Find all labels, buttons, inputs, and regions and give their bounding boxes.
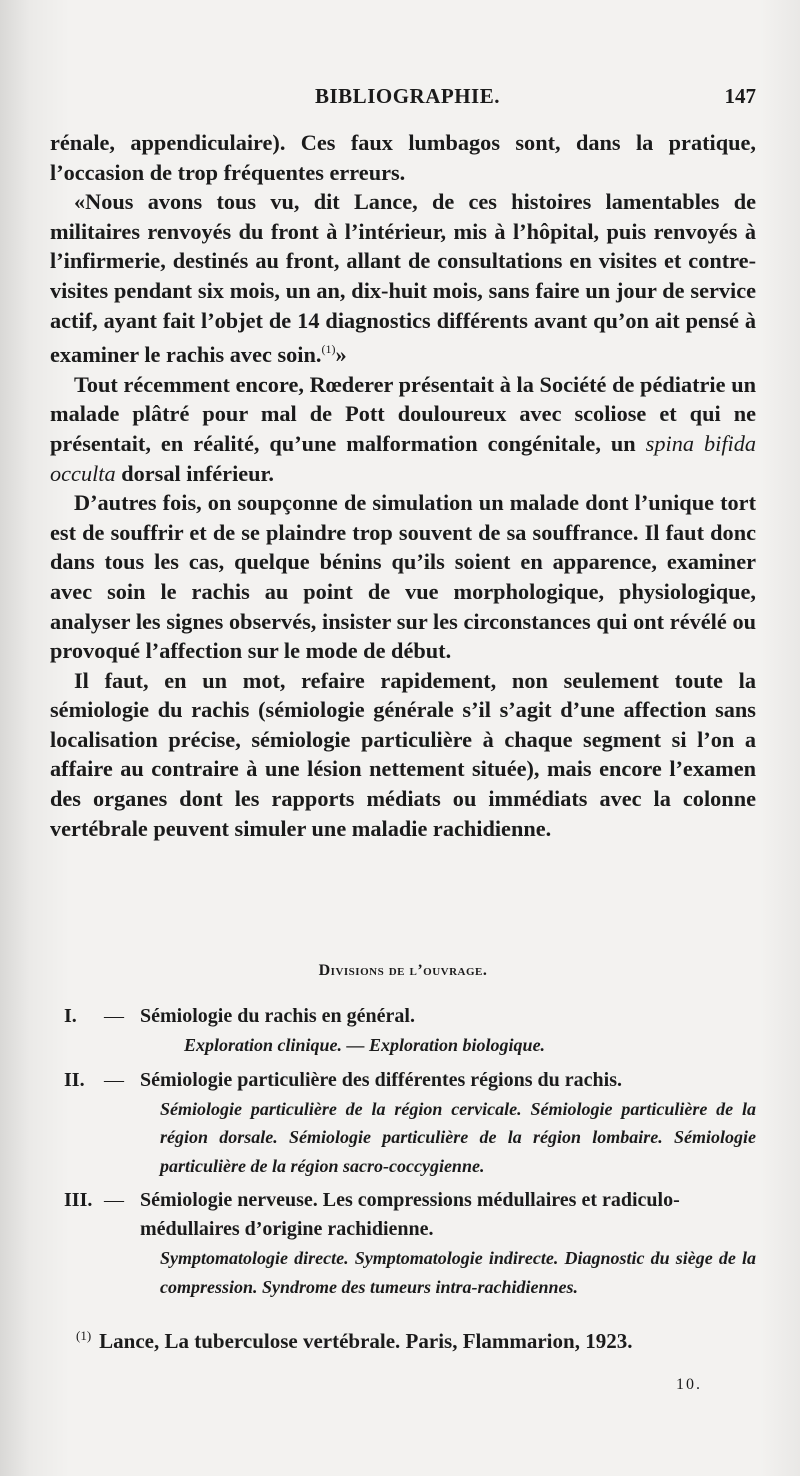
paragraph-3 [50, 370, 756, 488]
running-head [50, 84, 756, 114]
body-text [50, 128, 756, 843]
closing-quote: » [335, 342, 347, 368]
outline-numeral: III. [64, 1189, 93, 1211]
paragraph-3-italic: spina bifida occulta [50, 430, 757, 486]
outline-title: Sémiologie particulière des différentes régions du rachis. [140, 1068, 622, 1091]
paragraph-2-text: «Nous avons tous vu, dit Lance, de ces histoires lamentables de militaires renvoyés du front à l’intérieur, mis à l’hôpital, puis renvoyés à l’infirmerie, destinés au front, allant de consultations en visites et contre-visites pendant six mois, un an, dix-huit mois, sans faire un jour de service actif, ayant fait l’objet de 14 diagnostics différents avant qu’on ait pensé à examiner le rachis avec soin. [50, 189, 756, 368]
outline-title: Sémiologie du rachis en général. [140, 1005, 415, 1027]
footnote [76, 1328, 756, 1354]
outline-item [50, 1002, 756, 1060]
section-heading: Divisions de l’ouvrage. [318, 962, 488, 979]
outline-subtitle: Sémiologie particulière de la région cervicale. Sémiologie particulière de la région dorsale. Sémiologie particulière de la région lombaire. Sémiologie particulière de la région sacro-coccygienne. [160, 1098, 756, 1176]
paragraph-4: D’autres fois, on soupçonne de simulation un malade dont l’unique tort est de souffrir et de se plaindre trop souvent de sa souffrance. Il faut donc dans tous les cas, quelque bénins qu’ils soient en apparence, examiner avec soin le rachis au point de vue morphologique, physiologique, analyser les signes observés, insister sur les circonstances qui ont révélé ou provoqué l’affection sur le mode de début. [50, 490, 756, 664]
signature-mark: 10. [676, 1376, 702, 1393]
footnote-text: Lance, La tuberculose vertébrale. Paris, Flammarion, 1923. [99, 1329, 633, 1353]
page-number: 147 [724, 84, 756, 108]
divisions-outline [50, 1002, 756, 1307]
paragraph-3-text-a: Tout récemment encore, Rœderer présentait à la Société de pédiatrie un malade plâtré pour mal de Pott douloureux avec scoliose et qui ne présentait, en réalité, qu’une malformation congénitale, un [50, 371, 756, 456]
outline-item [50, 1186, 756, 1301]
outline-numeral: I. [64, 1005, 77, 1027]
outline-subtitle: Exploration clinique. — Exploration biologique. [184, 1035, 546, 1055]
outline-dash: — [104, 1068, 124, 1091]
footnote-reference: (1) [321, 342, 336, 357]
outline-numeral: II. [64, 1068, 85, 1091]
outline-dash: — [104, 1189, 124, 1211]
paragraph-1: rénale, appendiculaire). Ces faux lumbagos sont, dans la pratique, l’occasion de trop fréquentes erreurs. [50, 130, 756, 185]
footnote-mark: (1) [76, 1328, 92, 1343]
paragraph-3-text-b: dorsal inférieur. [115, 460, 274, 486]
running-title: BIBLIOGRAPHIE. [315, 84, 500, 108]
outline-item [50, 1066, 756, 1181]
outline-dash: — [104, 1005, 124, 1027]
paragraph-5: Il faut, en un mot, refaire rapidement, non seulement toute la sémiologie du rachis (sémiologie générale s’il s’agit d’une affection sans localisation précise, sémiologie particulière à chaque segment si l’on a affaire au contraire à une lésion nettement située), mais encore l’examen des organes dont les rapports médiats ou immédiats avec la colonne vertébrale peuvent simuler une maladie rachidienne. [50, 667, 756, 841]
paragraph-2 [50, 187, 756, 370]
outline-subtitle: Symptomatologie directe. Symptomatologie indirecte. Diagnostic du siège de la compression. Syndrome des tumeurs intra-rachidiennes. [160, 1248, 756, 1297]
outline-title: Sémiologie nerveuse. Les compressions médullaires et radiculo-médullaires d’origine rachidienne. [140, 1189, 680, 1240]
